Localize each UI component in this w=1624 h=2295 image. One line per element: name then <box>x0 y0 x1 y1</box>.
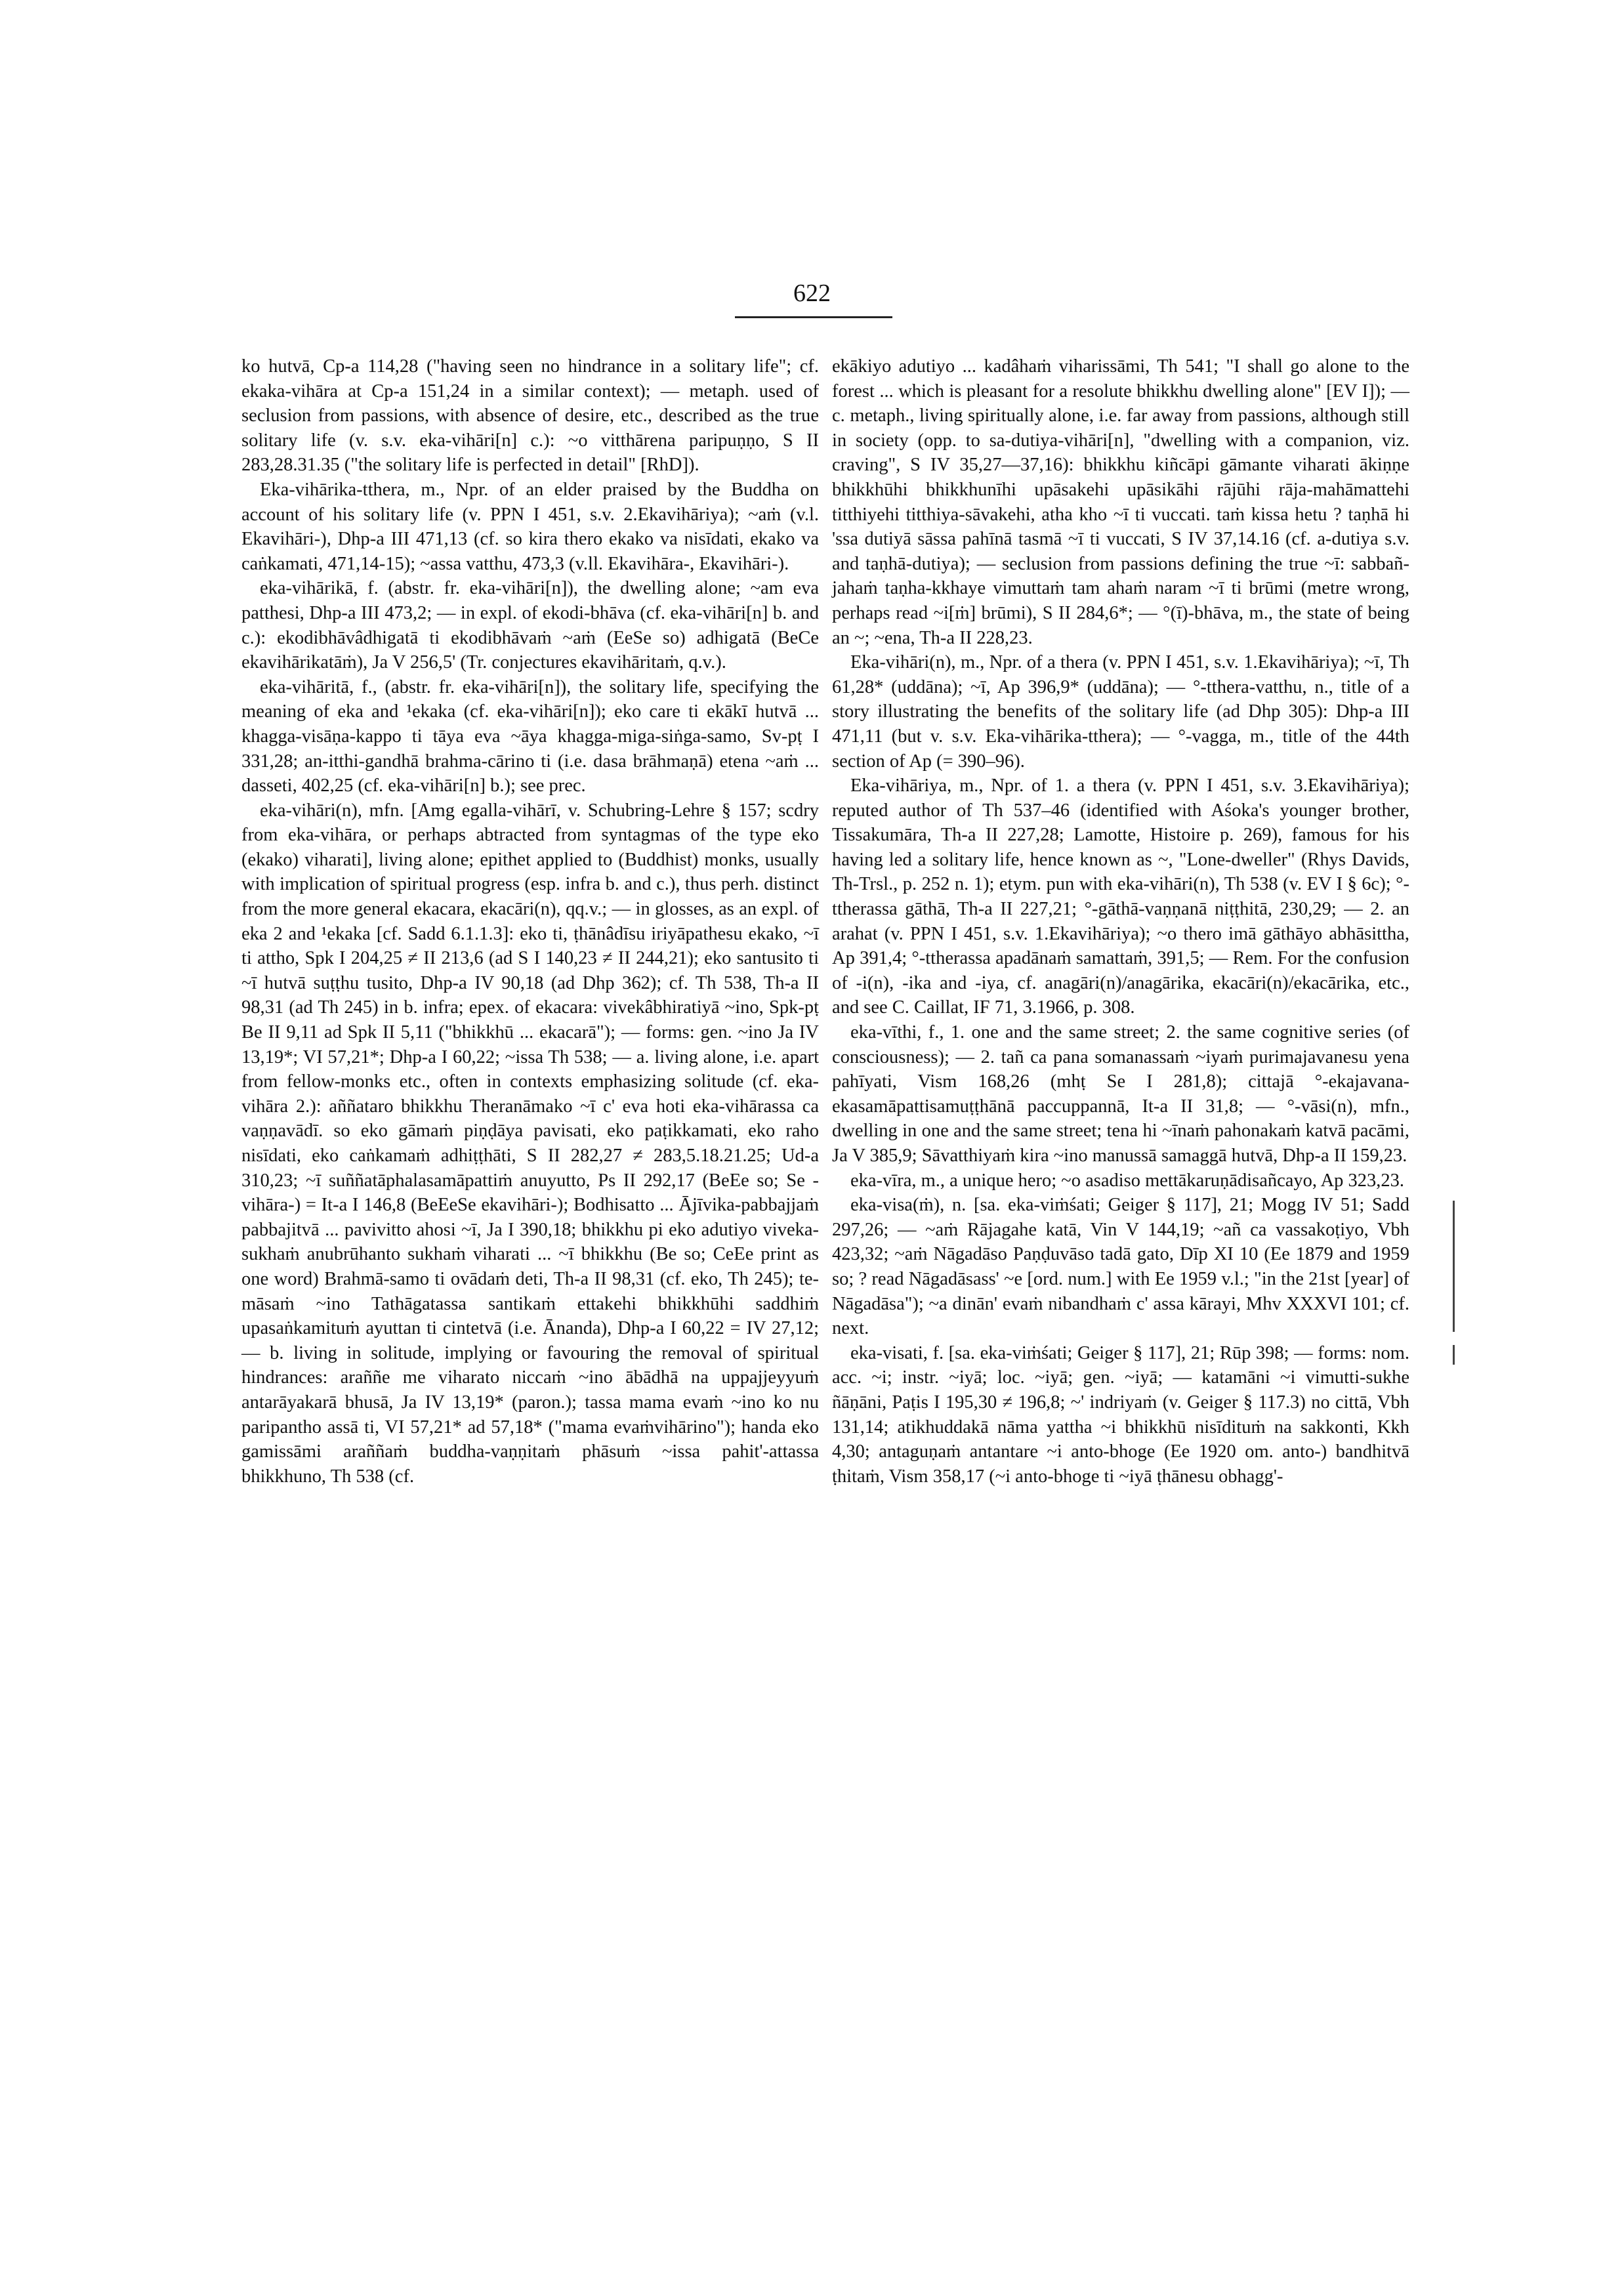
dictionary-entry: eka-vihārikā, f. (abstr. fr. eka-vihāri[n]), the dwelling alone; ~am eva patthesi, Dhp-a III 473,2; — in expl. of ekodi-bhāva (cf. eka-vihāri[n] b. and c.): ekodibhāvâdhigatā ti ekodibhāvaṁ ~aṁ (EeSe so) adhigatā (BeCe ekavihārikatāṁ), Ja V 256,5' (Tr. conjectures ekavihāritaṁ, q.v.). <box>241 578 819 673</box>
dictionary-entry: Eka-vihāri(n), m., Npr. of a thera (v. PPN I 451, s.v. 1.Ekavihāriya); ~ī, Th 61,28* (uddāna); ~ī, Ap 396,9* (uddāna); — °-tthera-vatthu, n., title of a story illustrating the benefits of the solitary life (ad Dhp 305): Dhp-a III 471,11 (but v. s.v. Eka-vihārika-tthera); — °-vagga, m., title of the 44th section of Ap (= 390–96). <box>832 652 1409 772</box>
left-column <box>241 354 819 1489</box>
dictionary-entry: eka-visati, f. [sa. eka-viṁśati; Geiger § 117], 21; Rūp 398; — forms: nom. acc. ~i; instr. ~iyā; loc. ~iyā; gen. ~iyā; — katamāni ~i vimutti-sukhe ñāṇāni, Paṭis I 195,30 ≠ 196,8; ~' indriyaṁ (v. Geiger § 117.3) no cittā, Vbh 131,14; atikhuddakā nāma yattha ~i bhikkhū nisīdituṁ na sakkonti, Kkh 4,30; antaguṇaṁ antantare ~i anto-bhoge (Ee 1920 om. anto-) bandhitvā ṭhitaṁ, Vism 358,17 (~i anto-bhoge ti ~iyā ṭhānesu obhagg'- <box>832 1342 1409 1487</box>
right-column <box>832 354 1409 1489</box>
page-number: 622 <box>793 279 831 307</box>
dictionary-entry: eka-vihāritā, f., (abstr. fr. eka-vihāri[n]), the solitary life, specifying the meaning of eka and ¹ekaka (cf. eka-vihāri[n]); eko care ti ekākī hutvā ... khagga-visāṇa-kappo ti tāya eva ~āya khagga-miga-siṅga-samo, Sv-pṭ I 331,28; an-itthi-gandhā brahma-cārino ti (i.e. dasa brāhmaṇā) etena ~aṁ ... dasseti, 402,25 (cf. eka-vihāri[n] b.); see prec. <box>241 676 819 796</box>
dictionary-entry: Eka-vihāriya, m., Npr. of 1. a thera (v. PPN I 451, s.v. 3.Ekavihāriya); reputed author of Th 537–46 (identified with Aśoka's younger brother, Tissakumāra, Th-a II 227,28; Lamotte, Histoire p. 269), famous for his having led a solitary life, hence known as ~, "Lone-dweller" (Rhys Davids, Th-Trsl., p. 252 n. 1); etym. pun with eka-vihāri(n), Th 538 (v. EV I § 6c); °-ttherassa gāthā, Th-a II 227,21; °-gāthā-vaṇṇanā niṭṭhitā, 230,29; — 2. an arahat (v. PPN I 451, s.v. 1.Ekavihāriya); ~o thero imā gāthāyo abhāsittha, Ap 391,4; °-ttherassa apadānaṁ samattaṁ, 391,5; — Rem. For the confusion of -i(n), -ika and -iya, cf. anagāri(n)/anagārika, ekacāri(n)/ekacārika, etc., and see C. Caillat, IF 71, 3.1966, p. 308. <box>832 775 1409 1018</box>
page-number-rule <box>735 316 892 318</box>
dictionary-entry: eka-vīthi, f., 1. one and the same street; 2. the same cognitive series (of consciousness); — 2. tañ ca pana somanassaṁ ~iyaṁ purimajavanesu yena pahīyati, Vism 168,26 (mhṭ Se I 281,8); cittajā °-ekajavana-ekasamāpattisamuṭṭhānā paccuppannā, It-a II 31,8; — °-vāsi(n), mfn., dwelling in one and the same street; tena hi ~īnaṁ pahonakaṁ katvā pacāmi, Ja V 385,9; Sāvatthiyaṁ kira ~ino manussā samaggā hutvā, Dhp-a II 159,23. <box>832 1022 1409 1166</box>
dictionary-entry: ko hutvā, Cp-a 114,28 ("having seen no hindrance in a solitary life"; cf. ekaka-vihāra at Cp-a 151,24 in a similar context); — metaph. used of seclusion from passions, with absence of desire, etc., described as the true solitary life (v. s.v. eka-vihāri[n] c.): ~o vitthārena paripuṇṇo, S II 283,28.31.35 ("the solitary life is perfected in detail" [RhD]). <box>241 356 819 476</box>
dictionary-entry: eka-visa(ṁ), n. [sa. eka-viṁśati; Geiger § 117], 21; Mogg IV 51; Sadd 297,26; — ~aṁ Rājagahe katā, Vin V 144,19; ~añ ca vassakoṭiyo, Vbh 423,32; ~aṁ Nāgadāso Paṇḍuvāso tadā gato, Dīp XI 10 (Ee 1879 and 1959 so; ? read Nāgadāsass' ~e [ord. num.] with Ee 1959 v.l.; "in the 21st [year] of Nāgadāsa"); ~a dinān' evaṁ nibandhaṁ c' assa kārayi, Mhv XXXVI 101; cf. next. <box>832 1195 1409 1339</box>
dictionary-entry: ekākiyo adutiyo ... kadâhaṁ viharissāmi, Th 541; "I shall go alone to the forest ... which is pleasant for a resolute bhikkhu dwelling alone" [EV I]); — c. metaph., living spiritually alone, i.e. far away from passions, although still in society (opp. to sa-dutiya-vihāri[n], "dwelling with a companion, viz. craving", S IV 35,27—37,16): bhikkhu kiñcāpi gāmante viharati ākiṇṇe bhikkhūhi bhikkhunīhi upāsakehi upāsikāhi rājūhi rāja-mahāmattehi titthiyehi titthiya-sāvakehi, atha kho ~ī ti vuccati. taṁ kissa hetu ? taṇhā hi 'ssa dutiyā sāssa pahīnā tasmā ~ī ti vuccati, S IV 37,14.16 (cf. a-dutiya s.v. and taṇhā-dutiya); — seclusion from passions defining the true ~ī: sabbañ-jahaṁ taṇha-kkhaye vimuttaṁ tam ahaṁ naram ~ī ti brūmi (metre wrong, perhaps read ~i[ṁ] brūmi), S II 284,6*; — °(ī)-bhāva, m., the state of being an ~; ~ena, Th-a II 228,23. <box>832 356 1409 648</box>
dictionary-entry: eka-vīra, m., a unique hero; ~o asadiso mettākaruṇādisañcayo, Ap 323,23. <box>850 1170 1405 1191</box>
dictionary-entry: eka-vihāri(n), mfn. [Amg egalla-vihārī, v. Schubring-Lehre § 157; scdry from eka-vihāra, or perhaps abtracted from syntagmas of the type eko (ekako) viharati], living alone; epithet applied to (Buddhist) monks, usually with implication of spiritual progress (esp. infra b. and c.), thus perh. distinct from the more general ekacara, ekacāri(n), qq.v.; — in glosses, as an expl. of eka 2 and ¹ekaka [cf. Sadd 6.1.1.3]: eko ti, ṭhānâdīsu iriyāpathesu ekako, ~ī ti attho, Spk I 204,25 ≠ II 213,6 (ad S I 140,23 ≠ II 244,21); eko santusito ti ~ī hutvā suṭṭhu tusito, Dhp-a IV 90,18 (ad Dhp 362); cf. Th 538, Th-a II 98,31 (ad Th 245) in b. infra; epex. of ekacara: vivekâbhiratiyā ~ino, Spk-pṭ Be II 9,11 ad Spk II 5,11 ("bhikkhū ... ekacarā"); — forms: gen. ~ino Ja IV 13,19*; VI 57,21*; Dhp-a I 60,22; ~issa Th 538; — a. living alone, i.e. apart from fellow-monks etc., often in contexts emphasizing solitude (cf. eka-vihāra 2.): aññataro bhikkhu Theranāmako ~ī c' eva hoti eka-vihārassa ca vaṇṇavādī. so eko gāmaṁ piṇḍāya pavisati, eko paṭikkamati, eko raho nisīdati, eko caṅkamaṁ adhiṭṭhāti, S II 282,27 ≠ 283,5.18.21.25; Ud-a 310,23; ~ī suññatāphalasamāpattiṁ anuyutto, Ps II 292,17 (BeEe so; Se -vihāra-) = It-a I 146,8 (BeEeSe ekavihāri-); Bodhisatto ... Ājīvika-pabbajjaṁ pabbajitvā ... pavivitto ahosi ~ī, Ja I 390,18; bhikkhu pi eko adutiyo viveka-sukhaṁ anubrūhanto sukhaṁ viharati ... ~ī bhikkhu (Be so; CeEe print as one word) Brahmā-samo ti ovādaṁ deti, Th-a II 98,31 (cf. eko, Th 245); te-māsaṁ ~ino Tathāgatassa santikaṁ ettakehi bhikkhūhi saddhiṁ upasaṅkamituṁ ayuttan ti cintetvā (i.e. Ānanda), Dhp-a I 60,22 = IV 27,12; — b. living in solitude, implying or favouring the removal of spiritual hindrances: araññe me viharato niccaṁ ~ino ābādhā na uppajjeyyuṁ antarāyakarā bhusā, Ja IV 13,19* (paron.); tassa mama evaṁ ~ino ko nu paripantho assā ti, VI 57,21* ad 57,18* ("mama evaṁvihārino"); handa eko gamissāmi araññaṁ buddha-vaṇṇitaṁ phāsuṁ ~issa pahit'-attassa bhikkhuno, Th 538 (cf. <box>241 800 819 1487</box>
scan-edge-mark <box>1453 1201 1455 1332</box>
scan-edge-mark <box>1453 1345 1455 1365</box>
dictionary-entry: Eka-vihārika-tthera, m., Npr. of an elder praised by the Buddha on account of his solitary life (v. PPN I 451, s.v. 2.Ekavihāriya); ~aṁ (v.l. Ekavihāri-), Dhp-a III 471,13 (cf. so kira thero ekako va nisīdati, ekako va caṅkamati, 471,14-15); ~assa vatthu, 473,3 (v.ll. Ekavihāra-, Ekavihāri-). <box>241 479 819 574</box>
